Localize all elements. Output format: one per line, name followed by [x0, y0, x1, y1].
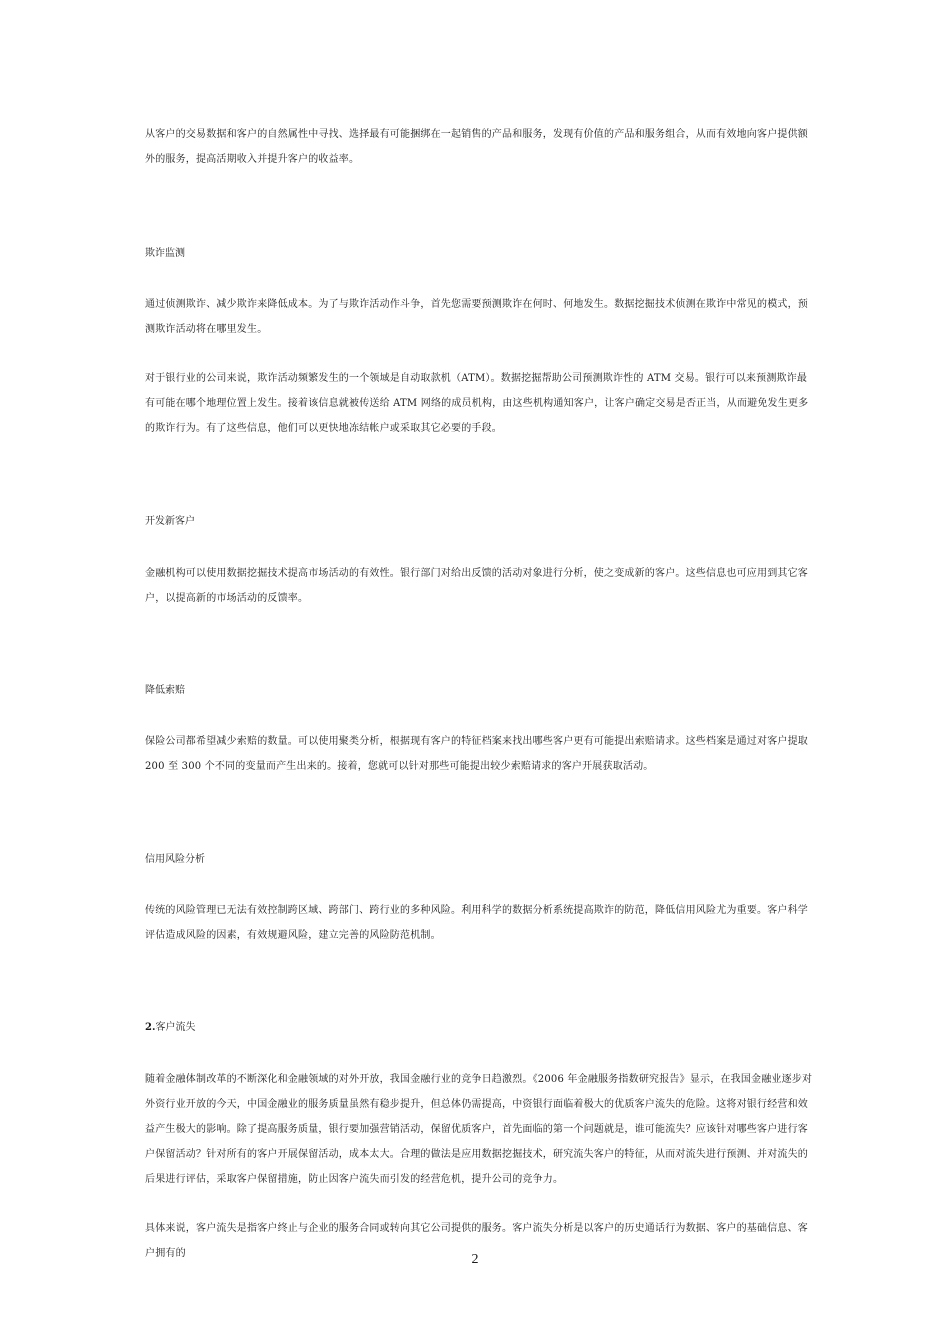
heading-text: 客户流失 — [155, 1022, 196, 1033]
paragraph-credit-risk: 传统的风险管理已无法有效控制跨区域、跨部门、跨行业的多种风险。利用科学的数据分析系统提高欺诈的防范，降低信用风险尤为重要。客户科学评估造成风险的因素，有效规避风险，建立完善的风险防范机制。 — [145, 905, 808, 941]
heading-number: 2. — [145, 1022, 156, 1033]
paragraph-cross-sell: 从客户的交易数据和客户的自然属性中寻找、选择最有可能捆绑在一起销售的产品和服务，发现有价值的产品和服务组合，从而有效地向客户提供额外的服务，提高活期收入并提升客户的收益率。 — [145, 129, 808, 165]
paragraph-fraud-2: 对于银行业的公司来说，欺诈活动频繁发生的一个领域是自动取款机（ATM）。数据挖掘帮助公司预测欺诈性的 ATM 交易。银行可以来预测欺诈最有可能在哪个地理位置上发生。接着该信息就被传送给 ATM 网络的成员机构，由这些机构通知客户，让客户确定交易是否正当，从而避免发生更多的欺诈行为。有了这些信息，他们可以更快地冻结帐户或采取其它必要的手段。 — [145, 373, 809, 434]
paragraph-new-customers: 金融机构可以使用数据挖掘技术提高市场活动的有效性。银行部门对给出反馈的活动对象进行分析，使之变成新的客户。这些信息也可应用到其它客户，以提高新的市场活动的反馈率。 — [145, 568, 808, 604]
page-number: 2 — [471, 1252, 479, 1267]
paragraph-fraud-1: 通过侦测欺诈、减少欺诈来降低成本。为了与欺诈活动作斗争，首先您需要预测欺诈在何时、何地发生。数据挖掘技术侦测在欺诈中常见的模式，预测欺诈活动将在哪里发生。 — [145, 299, 808, 335]
paragraph-churn-2: 具体来说，客户流失是指客户终止与企业的服务合同或转向其它公司提供的服务。客户流失分析是以客户的历史通话行为数据、客户的基础信息、客户拥有的 — [145, 1223, 808, 1259]
heading-customer-churn — [145, 1021, 195, 1035]
paragraph-churn-1: 随着金融体制改革的不断深化和金融领域的对外开放，我国金融行业的竞争日趋激烈。《2006 年金融服务指数研究报告》显示，在我国金融业逐步对外资行业开放的今天，中国金融业的服务质量虽然有稳步提升，但总体仍需提高，中资银行面临着极大的优质客户流失的危险。这将对银行经营和效益产生极大的影响。除了提高服务质量，银行要加强营销活动，保留优质客户，首先面临的第一个问题就是，谁可能流失？应该针对哪些客户进行客户保留活动？针对所有的客户开展保留活动，成本太大。合理的做法是应用数据挖掘技术，研究流失客户的特征，从而对流失进行预测、并对流失的后果进行评估，采取客户保留措施，防止因客户流失而引发的经营危机，提升公司的竞争力。 — [145, 1074, 813, 1185]
heading-credit-risk: 信用风险分析 — [145, 854, 205, 865]
heading-new-customers: 开发新客户 — [145, 516, 195, 527]
paragraph-reduce-claims: 保险公司都希望减少索赔的数量。可以使用聚类分析，根据现有客户的特征档案来找出哪些客户更有可能提出索赔请求。这些档案是通过对客户提取 200 至 300 个不同的变量而产生出来的。接着，您就可以针对那些可能提出较少索赔请求的客户开展获取活动。 — [145, 736, 808, 772]
heading-reduce-claims: 降低索赔 — [145, 685, 185, 696]
heading-fraud-monitoring: 欺诈监测 — [145, 248, 185, 259]
